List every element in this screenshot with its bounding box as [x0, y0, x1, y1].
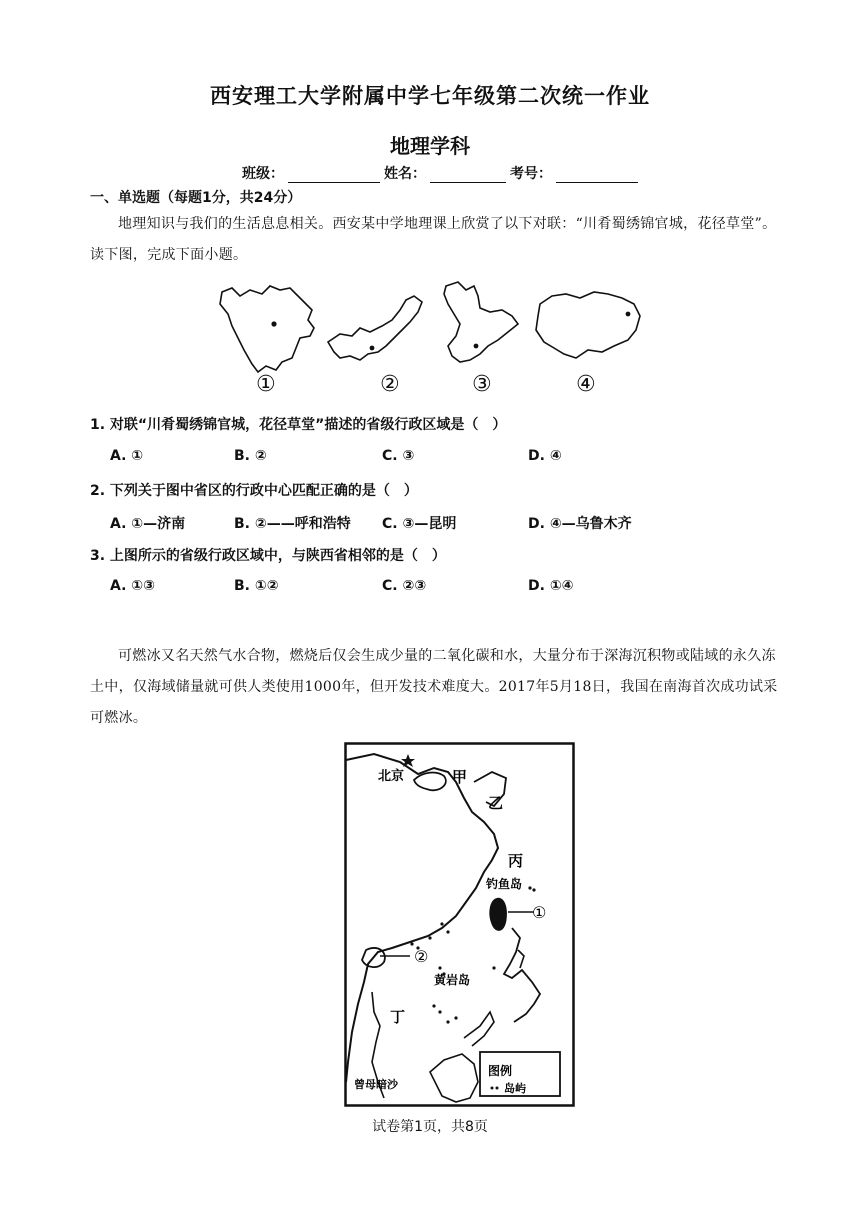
exam-no-blank	[556, 168, 638, 183]
question-1-option-b[interactable]: B. ②	[234, 448, 267, 464]
map-label-bing: 丙	[508, 852, 524, 870]
province-outline-2	[328, 296, 422, 360]
map-label-zengmu: 曾母暗沙	[354, 1078, 398, 1091]
province-outline-3	[444, 282, 518, 362]
figure-label-2: ②	[380, 372, 400, 397]
legend-item-island: 岛屿	[504, 1082, 526, 1095]
question-2-option-b[interactable]: B. ②——呼和浩特	[234, 516, 351, 532]
province-outline-4	[536, 292, 640, 358]
question-2-option-c[interactable]: C. ③—昆明	[382, 516, 457, 532]
province-outline-1	[220, 286, 314, 372]
name-blank	[430, 168, 506, 183]
question-3-option-c[interactable]: C. ②③	[382, 578, 427, 594]
class-blank	[288, 168, 380, 183]
passage-combustible-ice: 可燃冰又名天然气水合物，燃烧后仅会生成少量的二氧化碳和水，大量分布于深海沉积物或陆域的永久冻土中，仅海域储量就可供人类使用1000年，但开发技术难度大。2017年5月18日，我国在南海首次成功试采可燃冰。	[90, 648, 778, 726]
document-subject: 地理学科	[390, 134, 470, 158]
figure-label-1: ①	[256, 372, 276, 397]
figure-label-4: ④	[576, 372, 596, 397]
map-mark-2: ②	[414, 947, 429, 966]
question-2-option-a[interactable]: A. ①—济南	[110, 516, 186, 532]
question-3-stem: 3. 上图所示的省级行政区域中，与陕西省相邻的是（ ）	[90, 548, 446, 564]
question-1-stem: 1. 对联“川肴蜀绣锦官城，花径草堂”描述的省级行政区域是（ ）	[90, 417, 507, 433]
map-label-jia: 甲	[452, 768, 468, 786]
south-china-sea-map	[344, 742, 576, 1108]
map-label-diaoyu: 钓鱼岛	[486, 877, 523, 891]
figure-label-3: ③	[472, 372, 492, 397]
exam-no-label: 考号：	[510, 166, 552, 182]
student-info-line	[242, 163, 642, 183]
question-3-option-d[interactable]: D. ①④	[528, 578, 574, 594]
section-heading: 一、单选题（每题1分，共24分）	[90, 190, 302, 206]
page-footer: 试卷第1页，共8页	[372, 1119, 488, 1135]
question-1-option-a[interactable]: A. ①	[110, 448, 144, 464]
question-1-option-c[interactable]: C. ③	[382, 448, 415, 464]
document-title: 西安理工大学附属中学七年级第二次统一作业	[210, 84, 650, 108]
intro-paragraph: 地理知识与我们的生活息息相关。西安某中学地理课上欣赏了以下对联：“川肴蜀绣锦官城，花径草堂”。读下图，完成下面小题。	[90, 216, 777, 263]
map-label-ding: 丁	[390, 1008, 406, 1026]
question-2-option-d[interactable]: D. ④—乌鲁木齐	[528, 516, 632, 532]
question-3-option-a[interactable]: A. ①③	[110, 578, 155, 594]
class-label: 班级：	[242, 166, 284, 182]
legend-title: 图例	[488, 1064, 513, 1078]
question-3-option-b[interactable]: B. ①②	[234, 578, 279, 594]
question-2-stem: 2. 下列关于图中省区的行政中心匹配正确的是（ ）	[90, 483, 418, 499]
map-label-huangyan: 黄岩岛	[434, 973, 471, 987]
name-label: 姓名：	[384, 166, 426, 182]
question-1-option-d[interactable]: D. ④	[528, 448, 562, 464]
map-label-yi: 乙	[488, 794, 504, 812]
map-mark-1: ①	[532, 903, 547, 922]
map-label-beijing: 北京	[378, 769, 405, 784]
